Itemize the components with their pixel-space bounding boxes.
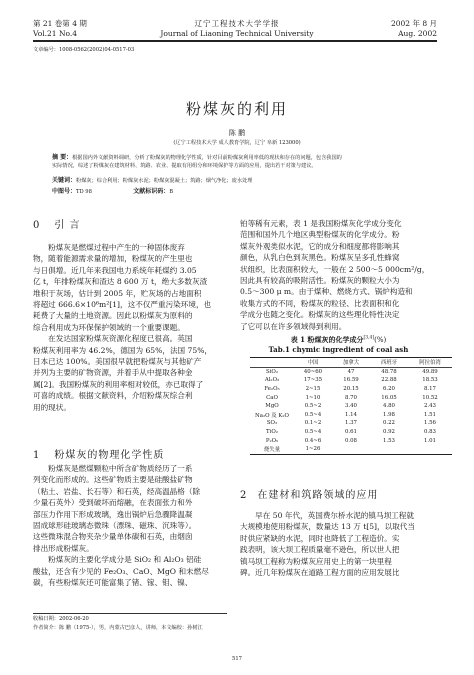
table-cell: 22.88 — [381, 377, 397, 384]
table-cell: 0.4~6 — [304, 437, 322, 444]
author-bio: 作者简介：陈 鹏（1975-），男，内蒙古巴彦人，讲师，本文编校：孙树江 — [33, 625, 203, 631]
text-line: 粉煤灰是燃煤颗粒中所含矿物质经历了一系 — [33, 464, 193, 473]
table-cell: 0.5~2 — [304, 403, 322, 410]
text-line: 亿 t，年排粉煤灰和渣达 8 600 万 t，绝大多数灰渣 — [33, 277, 208, 287]
text-line: 少量石英外）受到破坏而熔融，在表面张力和外 — [33, 498, 193, 508]
intro-paragraphs — [33, 242, 227, 413]
table-row — [250, 367, 452, 376]
table-cell: SO₃ — [266, 420, 278, 427]
table-row — [250, 393, 452, 402]
table-cell: 阿拉伯湾 — [408, 358, 452, 368]
table-cell: 18.53 — [422, 377, 438, 384]
header-rule — [33, 40, 437, 42]
text-line: 状组织，比表面积较大，一般在 2 500～5 000cm²/g， — [240, 264, 430, 274]
table-cell: 2~15 — [305, 386, 321, 393]
table-cell: 1.98 — [382, 411, 395, 418]
text-line: 在发达国家粉煤灰资源化程度已很高。英国 — [33, 334, 193, 344]
table-cell: 4.80 — [382, 403, 395, 410]
table-cell: 16.59 — [343, 377, 359, 384]
table-row — [250, 358, 452, 368]
doc-code: B — [169, 189, 174, 195]
text-line: 了它可以在许多领域得到利用。 — [240, 321, 347, 331]
text-line: 收集方式的不同，粉煤灰的粒径、比表面积和化 — [240, 298, 400, 308]
keywords-label: 关键词： — [52, 177, 77, 184]
section-0-title: 引 言 — [54, 220, 81, 231]
table-row — [250, 428, 452, 437]
text-line: 物，随着能源需求量的增加，粉煤灰的产生里也 — [33, 254, 193, 264]
keywords-text: 粉煤灰；综合利用；粉煤灰水泥；粉煤灰混凝土；筑路；烟气净化；废水处理 — [76, 178, 253, 184]
table-cell: 1.56 — [423, 420, 436, 427]
text-line: 综合利用成为环保保护领域的一个重要课题。 — [33, 322, 185, 332]
text-line: 大规模地使用粉煤灰，数量达 13 万 t[5]，以取代当 — [240, 522, 415, 532]
text-line: 用的现状。 — [33, 402, 71, 412]
table-1-unit: (%) — [374, 336, 387, 344]
abstract — [52, 154, 437, 170]
table-1-title-cn — [240, 335, 437, 345]
table-cell: 0.5~4 — [304, 411, 322, 418]
table-cell: SiO₂ — [266, 368, 278, 375]
text-line: 堆积于灰场，估计到 2005 年，贮灰场的占地面积 — [33, 288, 202, 298]
table-cell — [250, 358, 294, 368]
table-cell: Fe₂O₃ — [264, 386, 280, 393]
table-cell: 10.52 — [422, 394, 438, 401]
properties-continued — [240, 218, 437, 332]
text-line: 固成球形硅玻璃态微珠（漂珠、磁珠、沉珠等）。 — [33, 521, 197, 531]
journal-title-en: Journal of Liaoning Technical University — [160, 29, 314, 38]
table-cell: 1~10 — [305, 394, 321, 401]
text-line: 酸盐，还含有少见的 Fe₂O₃、CaO、MgO 和未燃尽 — [33, 566, 209, 576]
clc-code: TD 98 — [76, 189, 92, 195]
text-line: 与日俱增。近几年来我国电力系统年耗煤约 3.05 — [33, 265, 197, 275]
table-cell: 1.51 — [423, 411, 436, 418]
text-line: 镇马坝工程称为粉煤灰应用史上的第一块里程 — [240, 556, 392, 566]
issue-date-cn: 2002 年 8 月 — [390, 19, 437, 28]
table-cell: 1.53 — [382, 437, 395, 444]
table-row — [250, 385, 452, 394]
table-cell: 8.17 — [423, 386, 436, 393]
section-2-title: 在建材和筑路领域的应用 — [257, 490, 379, 501]
table-cell: 0.83 — [423, 429, 436, 436]
table-row — [250, 411, 452, 420]
text-line: 范围和国外几个地区典型粉煤灰的化学成分。粉 — [240, 230, 400, 240]
table-1-ref: [3,4] — [363, 335, 375, 341]
table-row — [250, 445, 452, 454]
table-1-title-en: Tab.1 chymic ingredient of coal ash — [268, 345, 409, 354]
text-line: 铂等稀有元素，表 1 是我国粉煤灰化学成分变化 — [240, 219, 402, 228]
text-line: 煤灰外观类似水泥，它的成分和细度都将影响其 — [240, 241, 400, 251]
table-cell — [408, 445, 452, 454]
text-line: 颜色，从乳白色到灰黑色。粉煤灰呈多孔性蜂窝 — [240, 253, 400, 263]
text-line: 碳，有些粉煤灰还可能富集了锗、镓、钼、镍、 — [33, 578, 193, 588]
abstract-label: 摘 要： — [52, 154, 73, 161]
table-cell: Na₂O 及 K₂O — [255, 412, 289, 419]
table-1 — [250, 357, 452, 455]
table-1-caption: 表 1 粉煤灰的化学成分 — [290, 335, 364, 344]
text-line: 因此具有较高的吸附活性。粉煤灰的颗粒大小为 — [240, 276, 400, 286]
author: 陈 鹏 — [228, 129, 246, 137]
text-line: 践表明，该大坝工程质量毫不逊色，所以世人把 — [240, 545, 400, 555]
table-cell: 47 — [347, 368, 355, 375]
table-cell: 6.20 — [382, 386, 395, 393]
table-cell — [332, 445, 370, 454]
keywords — [52, 177, 437, 185]
section-1-title: 粉煤灰的物理化学性质 — [54, 450, 165, 461]
properties-paragraphs — [33, 463, 227, 588]
applications-paragraphs — [240, 510, 437, 578]
table-cell: 8.70 — [344, 394, 357, 401]
clc-label: 中图号： — [52, 188, 77, 195]
abstract-line-2: 实际情况，综述了粉煤灰在建筑材料、筑路、农业、提取有用组分和环境保护等方面的应用，提出若干对策与建议。 — [52, 163, 317, 169]
volume-en: Vol.21 No.4 — [33, 29, 78, 38]
section-0-number: 0 — [33, 220, 41, 231]
table-cell: 烧失量 — [250, 445, 294, 454]
text-line: 部压力作用下形成玻璃，逸出锅炉后急骤降温凝 — [33, 509, 193, 519]
text-line: 可喜的成绩。根据文献资料，介绍粉煤灰综合利 — [33, 391, 193, 401]
text-line: 列变化而形成的。这些矿物质主要是硅酸盐矿物 — [33, 475, 193, 485]
table-cell: 2.43 — [423, 403, 436, 410]
table-row — [250, 376, 452, 385]
text-line: 耗费了大量的土地资源。因此以粉煤灰为原料的 — [33, 311, 193, 321]
table-cell: 0.08 — [344, 437, 357, 444]
table-cell: 17~35 — [303, 377, 323, 384]
received-date: 收稿日期：2002-06-20 — [33, 616, 89, 622]
table-cell: 中国 — [294, 358, 332, 368]
text-line: 粉煤灰是燃煤过程中产生的一种固体废弃 — [33, 243, 185, 252]
table-row — [250, 419, 452, 428]
section-1-number: 1 — [33, 450, 41, 461]
article-number: 文章编号：1008-0562(2002)04-0517-03 — [33, 47, 135, 53]
chemical-composition-table — [250, 357, 452, 455]
table-cell: 加拿大 — [332, 358, 370, 368]
footnote-rule — [33, 613, 227, 614]
table-row — [250, 436, 452, 445]
text-line: 将超过 666.6×10⁶m²[1]，这不仅严重污染环境，也 — [33, 300, 212, 310]
text-line: 并列为主要的矿物资源，并着手从中提取各种金 — [33, 368, 193, 378]
table-cell: 49.89 — [422, 368, 438, 375]
text-line: 属[2]。我国粉煤灰的利用率相对较低，亦已取得了 — [33, 379, 204, 389]
table-cell: 0.92 — [382, 429, 395, 436]
section-2-number: 2 — [240, 490, 248, 501]
table-cell: 0.1~2 — [304, 420, 322, 427]
text-line: 日本已达 100%。美国很早就把粉煤灰与其他矿产 — [33, 357, 202, 367]
affiliation: (辽宁工程技术大学 成人教育学院，辽宁 阜新 123000) — [173, 140, 301, 146]
table-cell: 48.78 — [381, 368, 397, 375]
table-cell: 40~60 — [303, 368, 323, 375]
text-line: 0.5～300 μ m。由于煤种、燃烧方式、锅炉构造和 — [240, 287, 413, 297]
doc-code-label: 文献标识码： — [133, 188, 170, 195]
text-line: 碑。近几年粉煤灰在道路工程方面的应用发展比 — [240, 568, 400, 578]
table-cell — [370, 445, 408, 454]
text-line: 时供应紧缺的水泥，同时也降低了工程造价。实 — [240, 533, 400, 543]
table-cell: 1.37 — [344, 420, 357, 427]
classification — [52, 188, 173, 196]
article-title: 粉煤灰的利用 — [185, 100, 288, 118]
table-row — [250, 402, 452, 411]
text-line: 粉煤灰利用率为 46.2%，德国为 65%，法国 75%， — [33, 345, 213, 355]
table-cell: 16.05 — [381, 394, 397, 401]
table-cell: 0.5~4 — [304, 429, 322, 436]
table-cell: 0.61 — [344, 429, 357, 436]
page-number: 517 — [232, 656, 242, 662]
table-cell: MgO — [265, 403, 279, 410]
volume-cn: 第 21 卷第 4 期 — [33, 19, 87, 28]
text-line: （粘土、岩盐、长石等）和石英，经高温晶格（除 — [33, 486, 201, 496]
text-line: 这些微珠混合物夹杂少量单体碳和石英，由烟囱 — [33, 532, 193, 542]
table-cell: 0.22 — [382, 420, 395, 427]
issue-date-en: Aug. 2002 — [398, 29, 437, 38]
text-line: 排出形成粉煤灰。 — [33, 543, 94, 553]
table-cell: 1~26 — [294, 445, 332, 454]
abstract-line-1: 根据国内外文献资料调研，分析了粉煤灰的物理化学性质，针对目前粉煤灰利用率低的现状和存在的问题，包含我国的 — [72, 155, 342, 161]
section-2-heading — [240, 486, 378, 501]
text-line: 粉煤灰的主要化学成分是 SiO₂ 和 Al₂O₃ 铝硅 — [33, 555, 202, 565]
section-1-heading — [33, 446, 164, 461]
table-cell: P₂O₅ — [265, 437, 279, 444]
table-cell: 1.01 — [423, 437, 436, 444]
table-cell: 西班牙 — [370, 358, 408, 368]
journal-title-cn: 辽宁工程技术大学学报 — [194, 19, 280, 28]
table-cell: CaO — [266, 394, 278, 401]
section-0-heading — [33, 216, 81, 231]
table-cell: TiO₂ — [266, 429, 278, 436]
text-line: 学成分也随之变化。粉煤灰的这些理化特性决定 — [240, 310, 400, 320]
table-cell: 3.40 — [344, 403, 357, 410]
table-cell: Al₂O₃ — [264, 377, 280, 384]
table-cell: 1.14 — [344, 411, 357, 418]
text-line: 早在 50 年代，英国费尔桥水泥的镇马坝工程就 — [240, 511, 414, 520]
table-cell: 20.15 — [343, 386, 359, 393]
